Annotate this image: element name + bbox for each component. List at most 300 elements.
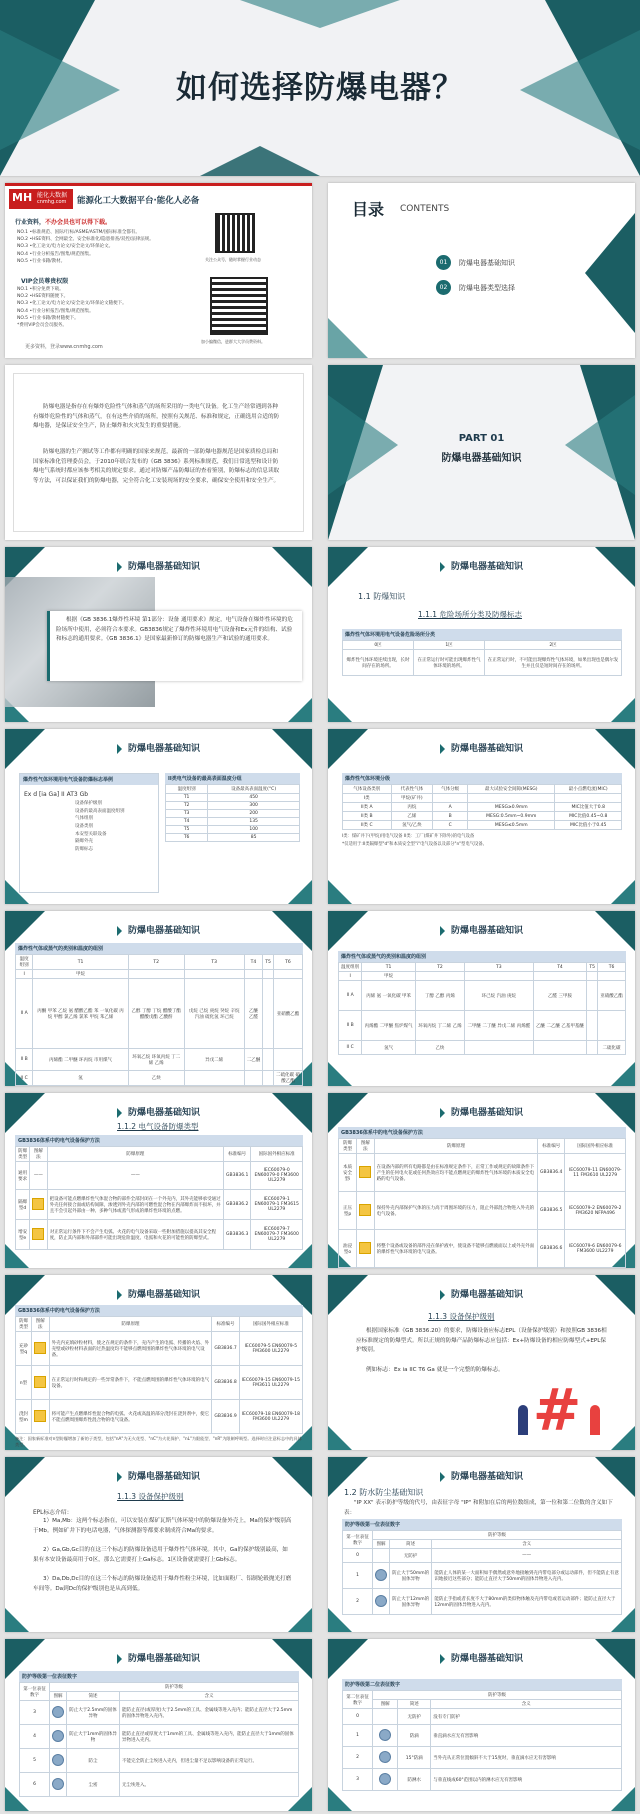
section-title: 1.1 防爆知识 (358, 592, 406, 601)
epl-detail: 3）Da,Db,Dc目的在这三个标志的防爆设备适用于爆炸性粉尘环境，比如面粉厂、铝制轮毂抛光打磨车间等。Da到Dc的保护级别也是从高到低。 (33, 1576, 292, 1592)
text (263, 1071, 274, 1086)
text: T3 (464, 963, 533, 972)
text: 气体设备类别 (343, 785, 392, 794)
ad-footer: 更多资料，登录www.cnmhg.com (25, 344, 103, 350)
text: 第二位表征数字 (343, 1691, 373, 1709)
text: 防爆类型 (16, 1317, 32, 1332)
qr2-caption: 加小编微信，进群大大学员费资料。 (201, 339, 265, 344)
vip-item: NO.2 •HSE资料随便下。 (17, 294, 69, 300)
text: T5 (263, 955, 274, 970)
text: 2 (343, 1747, 373, 1769)
text: 图解 (50, 1692, 67, 1701)
text: 正压型p (339, 1192, 357, 1230)
marking-label: 设备类别 (75, 823, 93, 829)
text: 国际国外相应标准 (565, 1139, 626, 1154)
contents-title: 目录 (352, 200, 385, 219)
text: 1 (343, 1725, 373, 1747)
type-n-icon (34, 1376, 46, 1388)
text: GB3836.4 (538, 1154, 565, 1192)
contents-num: 02 (436, 280, 451, 295)
text: 图解法 (31, 1317, 49, 1332)
text: T3 (166, 810, 208, 818)
text: —— (432, 1549, 622, 1563)
text: GB3836.6 (538, 1230, 565, 1268)
subsection-title: 1.1.2 电气设备防爆类型 (117, 1122, 199, 1131)
text: —— (30, 1162, 48, 1190)
subsection-title: 1.1.1 危险场所分类及防爆标志 (418, 610, 522, 619)
part-label: PART 01 (458, 433, 505, 444)
table-cell: 爆炸性气体环境连续出现，长时间存在的场所。 (343, 650, 414, 676)
text: 亚硝酸乙酯 (598, 981, 626, 1011)
text: 简述 (398, 1700, 431, 1709)
vip-item: NO.1 •积分免费下载。 (17, 287, 64, 292)
text: II类 A (343, 803, 392, 812)
contents-label: 防爆电器类型选择 (459, 283, 515, 292)
epl-p1: 根据国家标准《GB 3836.20》的要求，防爆设备应标志EPL（设备保护级别）和按照GB 3836相应标准规定的防爆型式。所以正规的防爆产品防爆标志应包括：Ex+防爆设备的相应防爆型式+EPL保护级别。 (356, 1328, 607, 1353)
flameproof-icon (32, 1198, 44, 1210)
vip-title: VIP会员尊贵权限 (21, 278, 69, 285)
text: 防护等级 (50, 1683, 299, 1692)
text: 防止大于1mm的固体异物 (67, 1725, 120, 1749)
protection-table (15, 1316, 303, 1434)
ex-marking: Ex d [ia Ga] II AT3 Gb (24, 791, 89, 798)
text: I (339, 972, 362, 981)
zone-table (342, 640, 622, 676)
text: 防尘 (67, 1749, 120, 1773)
text: 图解 (373, 1540, 390, 1549)
slide-header: 防爆电器基础知识 (328, 1651, 635, 1664)
text: 图解 (373, 1700, 398, 1709)
text: 增安型e (16, 1220, 30, 1250)
contents-subtitle: CONTENTS (400, 204, 450, 214)
text: 最小点燃电流(MIC) (555, 785, 622, 794)
text: 甲烷 (33, 970, 128, 979)
ip-table (19, 1682, 299, 1797)
slide-gas-temp-1 (5, 911, 312, 1086)
text: MESG:0.5mm~0.9mm (468, 812, 555, 821)
text: 15°防滴 (398, 1747, 431, 1769)
slide-header: 防爆电器基础知识 (5, 923, 312, 936)
text: 环氧乙烷 环氧丙烷 丁二烯 乙烯 (128, 1049, 184, 1071)
text (468, 794, 555, 803)
slide-header: 防爆电器基础知识 (328, 1105, 635, 1118)
text: n型 (16, 1366, 32, 1400)
intro-p2: 防爆电器的生产测试等工作都有明确的国家来规范，最新的一部防爆电器规范是国家质检总局和国家标准化管理委员会，于2010年联合发布的《GB 3836》系列标准规范，我们日常选型和设计防爆电气系统时都应该参考相关的规定要求。通过对防爆产品防爆证的查看鉴别，防爆标志的信息读取等方法，可以保证我们的防爆电器，完全符合化工安装现场的安全要求，确保安全使用和安全生产。 (33, 449, 280, 484)
text: 丙烯酯 二甲醚 环丙烷 市用煤气 (33, 1049, 128, 1071)
ip-icon (52, 1778, 64, 1790)
slide-header: 防爆电器基础知识 (5, 559, 312, 572)
text: 含义 (432, 1540, 622, 1549)
text: 国际国外相应标准 (251, 1147, 303, 1162)
table-header: 0区 (343, 641, 414, 650)
text: 1 (343, 1563, 373, 1589)
text: T3 (184, 955, 244, 970)
text: 4 (20, 1725, 50, 1749)
text: 含义 (120, 1692, 299, 1701)
text: 将可能产生点燃爆炸性混合物的电弧、火花或高温的部分浇封在浇封剂中，使它不能点燃周围爆炸性混合物的电气设备。 (49, 1400, 212, 1434)
vip-note: *费用VIP会员会员服务。 (17, 322, 67, 328)
ip-icon (375, 1569, 387, 1581)
text: GB3836.2 (224, 1190, 251, 1220)
slide-header: 防爆电器基础知识 (328, 923, 635, 936)
table-title: 防护等级第一位表征数字 (19, 1671, 299, 1682)
text: T1 (33, 955, 128, 970)
title-slide (0, 0, 640, 176)
contents-label: 防爆电器基础知识 (459, 258, 515, 267)
text: 环己烷 汽油 庚烷 (464, 981, 533, 1011)
text: IEC60079-5 EN60079-5 FM3600 UL2279 (239, 1332, 302, 1366)
text: I (16, 970, 33, 979)
table-note: I类：煤矿井下(甲烷)用电气设备 II类：工厂(煤矿井下除外)的电气设备 (342, 834, 475, 839)
person-illustration (518, 1405, 528, 1435)
text: 防止大于2.5mm的固体异物 (67, 1701, 120, 1725)
text: 设备最高表面温度(°C) (208, 785, 300, 794)
text: 标准编号 (538, 1139, 565, 1154)
text: T4 (244, 955, 263, 970)
ip-icon (379, 1773, 391, 1785)
gb-text: 根据《GB 3836.1爆炸性环境 第1部分：设备 通用要求》规定，电气设备在爆炸性环境的危险场所中使用，必须符合本要求。GB3836规定了爆炸性环境用电气设备和Ex元件的结构、试验和标志的通用要求。《GB 3836.1》是国家最新修订的防爆电器生产和试验的通用要求。 (56, 617, 293, 642)
industry-item: NO.2 •HSE资料、全网最全、安全标准化/隐患排查/双控/法律法规。 (17, 237, 154, 243)
text: 能防止直径(或厚度)大于2.5mm的工具、金属线等进入壳内；能防止直径大于2.5mm的固体异物进入壳内。 (120, 1701, 299, 1725)
text: 防爆原理 (374, 1139, 537, 1154)
text: T2 (415, 963, 464, 972)
text: 无防护 (398, 1709, 431, 1725)
text: B (433, 812, 468, 821)
text: 垂直滴水应无有害影响 (431, 1725, 622, 1747)
table-note: 备注：国家新标准对n型防爆增加了新的子类型，包括"nA"为无火花型、"nC"为火花保护、"nL"为限能型、"nR"为限制呼吸型。选择时应注意标志中的具体类型。 (15, 1436, 302, 1447)
text: 乙醚 乙醛 (244, 979, 263, 1049)
vip-item: NO.5 •行业书籍/教材随便下。 (17, 315, 79, 321)
contents-item[interactable] (436, 255, 515, 270)
text: T6 (273, 955, 302, 970)
industry-title-red: 不办会员也可以得下载。 (45, 219, 112, 226)
qr-code-2 (210, 277, 268, 335)
hashtag-illustration: # (532, 1376, 582, 1444)
intro-slide (5, 365, 312, 540)
contents-num: 01 (436, 255, 451, 270)
marking-label: 隔爆外壳 (75, 839, 93, 845)
marking-label: 气体组别 (75, 816, 93, 822)
subsection-title: 1.1.3 设备保护级别 (428, 1312, 495, 1321)
contents-slide (328, 183, 635, 358)
text (263, 1049, 274, 1071)
protection-table (15, 1146, 303, 1250)
ip-icon (52, 1754, 64, 1766)
text: MIC比值0.45~0.8 (555, 812, 622, 821)
text: II B (16, 1049, 33, 1071)
table-title: 防护等级第一位表征数字 (342, 1519, 622, 1530)
table-title: 爆炸性气体环境用电气设备危险场所分类 (342, 629, 622, 640)
text: MESG≤0.5mm (468, 821, 555, 830)
text: 5 (20, 1749, 50, 1773)
text: 在设备内部的所有电路都是由在标准规定条件下，正常工作或规定的故障条件下产生的任何电火花或任何热效应均不能点燃规定的爆炸性气体环境的本质安全电路的电气设备。 (374, 1154, 537, 1192)
slide-header: 防爆电器基础知识 (5, 741, 312, 754)
table-title: 防护等级第二位表征数字 (342, 1679, 622, 1690)
text: C (433, 821, 468, 830)
ip-icon (379, 1751, 391, 1763)
text (464, 1041, 533, 1055)
text: GB3836.8 (212, 1366, 239, 1400)
marking-label: 设备的最高表面温度组别 (75, 808, 125, 814)
table-cell: 在正常运行时可能出现爆炸性气体环境的场所。 (414, 650, 485, 676)
text: 丁醇 乙醇 丙烯 (415, 981, 464, 1011)
table-title: 爆炸性气体或蒸气的类别和温度的组别 (15, 943, 303, 954)
table-header: 1区 (414, 641, 485, 650)
text: 200 (208, 810, 300, 818)
ip-intro: "IP XX" 表示防护等级的代号，由表征字母 "IP" 和附加在后的两位数组成，第一位和第二位数的含义如下表： (344, 1500, 613, 1516)
text: 丙烯酯 二甲醚 焦炉煤气 (362, 1011, 416, 1041)
epl-p2: 例如标志：Ex ia IIC T6 Ga 就是一个完整的防爆标志。 (366, 1367, 504, 1373)
text: 氢气 (362, 1041, 416, 1055)
encapsulation-icon (34, 1410, 46, 1422)
text: 气体分级 (433, 785, 468, 794)
text: 第一位表征数字 (343, 1531, 373, 1549)
slide-header: 防爆电器基础知识 (5, 1469, 312, 1482)
text: II类 C (343, 821, 392, 830)
text (587, 1041, 598, 1055)
text: T5 (166, 826, 208, 834)
text: 135 (208, 818, 300, 826)
text: 二甲醚 二丁醚 异戊二烯 丙烯醛 (464, 1011, 533, 1041)
text: IEC60079-7 EN60079-7 FM3600 UL2279 (251, 1220, 303, 1250)
text: II C (16, 1071, 33, 1086)
slide-epl-details (5, 1457, 312, 1632)
text: GB3836.5 (538, 1192, 565, 1230)
slide-marking (5, 729, 312, 904)
slide-epl (328, 1275, 635, 1450)
section-title: 1.2 防水防尘基础知识 (344, 1488, 424, 1497)
table-title: GB3836体系中的电气设备保护方法 (15, 1305, 303, 1316)
text: IEC60079-6 EN60079-6 FM3600 UL2279 (565, 1230, 626, 1268)
pressurized-icon (359, 1204, 371, 1216)
text (587, 981, 598, 1011)
text: 图解法 (30, 1147, 48, 1162)
industry-item: NO.3 •化工论文/电力论文/安全论文/环保论文。 (17, 244, 114, 250)
table-title: 爆炸性气体环境用电气设备防爆标志举例 (20, 774, 158, 785)
text: 简述 (390, 1540, 432, 1549)
text: 本质安全型i (339, 1154, 357, 1192)
text: 2 (343, 1589, 373, 1615)
text (533, 1041, 587, 1055)
slide-zones (328, 547, 635, 722)
text: T4 (533, 963, 587, 972)
text: T1 (166, 794, 208, 802)
text: MIC比值小于0.45 (555, 821, 622, 830)
industry-item: NO.4 •行业分析报告/图集/规范图集。 (17, 251, 94, 257)
text: 丙烯 氨 一氧化碳 甲苯 (362, 981, 416, 1011)
text: 防止大于12mm的固体异物 (390, 1589, 432, 1615)
text: 第一位表征数字 (20, 1683, 50, 1701)
industry-item: NO.1 •标准规范、国际/行标/ASME/ASTM/国际标准全都有。 (17, 230, 140, 235)
text: 尘密 (67, 1773, 120, 1797)
ip-icon (379, 1729, 391, 1741)
marking-label: 防爆标志 (75, 846, 93, 852)
text: 标准编号 (212, 1317, 239, 1332)
text: GB3836.3 (224, 1220, 251, 1250)
text: 300 (208, 802, 300, 810)
text (273, 1049, 302, 1071)
text (587, 1011, 598, 1041)
text: IEC60079-0 EN60079-0 FM3600 UL2279 (251, 1162, 303, 1190)
text: 氢气/乙炔 (391, 821, 433, 830)
text (433, 794, 468, 803)
text: 乙炔 (415, 1041, 464, 1055)
text: 甲烷(矿井) (391, 794, 433, 803)
temp-table (165, 784, 300, 842)
text: 防爆原理 (49, 1317, 212, 1332)
vip-item: NO.3 •化工论文/电力论文/安全论文/环保论文随便下。 (17, 301, 127, 307)
text: 能防止手指或者长度不大于80mm的类似物体触及壳内带电或者运动部件；能防止直径大于12mm的固体异物进入壳内。 (432, 1589, 622, 1615)
page-title: 如何选择防爆电器？ (176, 70, 464, 106)
text: 温度组别 (339, 963, 362, 972)
text (598, 1011, 626, 1041)
slide-ip-1 (328, 1457, 635, 1632)
text: II A (16, 979, 33, 1049)
ad-slide (5, 183, 312, 358)
slide-header: 防爆电器基础知识 (5, 1651, 312, 1664)
slide-gas-class (328, 729, 635, 904)
protection-table (338, 1138, 626, 1268)
slide-gas-temp-2 (328, 911, 635, 1086)
table-cell: 在正常运行时，不可能出现爆炸性气体环境，如果出现也是偶尔发生并且仅是短时间存在的场所。 (485, 650, 622, 676)
text: II C (339, 1041, 362, 1055)
text: 0 (343, 1709, 373, 1725)
epl-detail: 2）Ga,Gb,Gc目的在这三个标志的防爆设备适用于爆炸性气体环境。其中，Ga的保护级别最高，如果有本安设备最高用于0区，那么它需要打上Ga标志。1区设备就需要打上Gb标志。 (33, 1547, 288, 1563)
slide-ip-2 (5, 1639, 312, 1811)
text: IEC60079-2 EN60079-2 FM3620 NFPA496 (565, 1192, 626, 1230)
text: T6 (598, 963, 626, 972)
intrinsic-safety-icon (359, 1166, 371, 1178)
text: 充砂型q (16, 1332, 32, 1366)
text: 0 (343, 1549, 373, 1563)
text: GB3836.1 (224, 1162, 251, 1190)
text: 在正常运行时和规定的一些异常条件下，不能点燃周围的爆炸性气体环境的电气设备。 (49, 1366, 212, 1400)
slide-header: 防爆电器基础知识 (5, 1287, 312, 1300)
text: 乙醛 三甲胺 (533, 981, 587, 1011)
text: 图解法 (357, 1139, 375, 1154)
text (263, 979, 274, 1049)
text: 浇封型m (16, 1400, 32, 1434)
text: 把设备可能点燃爆炸性气体混合物的部件全部封闭在一个外壳内，其外壳能够承受通过外壳任何接合面或结构间隙，渗透到外壳内部的可燃性混合物在内部爆炸而不损坏，并且不会引起外部由一种、多种气体或蒸气形成的爆炸性环境的点燃。 (47, 1190, 223, 1220)
text: 乙醚 二乙醚 乙基甲基醚 (533, 1011, 587, 1041)
text: IEC60079-15 EN60079-15 FM3611 UL2279 (239, 1366, 302, 1400)
contents-item[interactable] (436, 280, 515, 295)
text: 丙酮 甲苯 乙烷 氨 醋酸乙酯 苯 一氧化碳 丙烷 甲醇 氯乙烯 氯苯 甲烷 苯乙烯 (33, 979, 128, 1049)
gas-temp-table (338, 962, 626, 1055)
text: 3 (343, 1769, 373, 1791)
marking-label: 设备保护级别 (75, 801, 102, 806)
slide-header: 防爆电器基础知识 (328, 559, 635, 572)
text: 异戊二烯 (184, 1049, 244, 1071)
powder-filling-icon (34, 1342, 46, 1354)
text: 戊烷 己烷 庚烷 癸烷 辛烷 汽油 硫化氢 环己烷 (184, 979, 244, 1049)
person-illustration (590, 1405, 600, 1435)
subsection-title: 1.1.3 设备保护级别 (117, 1492, 184, 1501)
text: GB3836.7 (212, 1332, 239, 1366)
slide-protection-3 (5, 1275, 312, 1450)
text (555, 794, 622, 803)
ip-table (342, 1690, 622, 1791)
intro-p1: 防爆电器是指存在有爆炸危险性气体和蒸气的场所采用的一类电气设备。化工生产经常遇到各种有爆炸危险性的气体和蒸气，在有这些介质的场所，按照有关规范、标准和规定，正确选用合适的防爆电器，是保证安全生产，防止爆炸和火灾发生的重要措施。 (33, 404, 280, 429)
text: 与垂直线成60°范围以内的淋水应无有害影响 (431, 1769, 622, 1791)
industry-title: 行业资料， (15, 219, 46, 226)
text: 不能完全防止尘埃进入壳内，但进尘量不足以影响设备的正常运行。 (120, 1749, 299, 1773)
table-header: 2区 (485, 641, 622, 650)
slide-header: 防爆电器基础知识 (328, 1287, 635, 1300)
ip-icon (52, 1730, 64, 1742)
text: 乙炔 (128, 1071, 184, 1086)
text: 100 (208, 826, 300, 834)
marking-label: 本安型关联设备 (75, 831, 107, 837)
epl-detail: 1）Ma,Mb：这两个标志指在，可以安装在煤矿瓦斯气体环境中的防爆设备外壳上，Ma的保护级别高于Mb。例如矿井下的电话电器，气体探测器等都要求制成符合Ma的要求。 (33, 1518, 292, 1534)
text: 二乙醚 (244, 1049, 263, 1071)
text: T6 (166, 834, 208, 842)
text: 85 (208, 834, 300, 842)
text: 二硫化碳 硝酸乙酯 (273, 1071, 302, 1086)
text: 乙烯 (391, 812, 433, 821)
text: 防护等级 (373, 1691, 622, 1700)
slide-ip-3 (328, 1639, 635, 1811)
text: II A (339, 981, 362, 1011)
logo-text: 能化大数据 (37, 192, 68, 199)
text: 能防止直径或厚度大于1mm的工具、金属线等进入壳内，能防止直径大于1mm的固体异物进入壳内。 (120, 1725, 299, 1749)
text: 防护等级 (373, 1531, 622, 1540)
slide-header: 防爆电器基础知识 (328, 1469, 635, 1482)
text: IEC60079-1 EN60079-1 FM3615 UL2279 (251, 1190, 303, 1220)
text: 温度组别 (166, 785, 208, 794)
table-title: II类电气设备的最高表面温度分组 (165, 773, 300, 784)
text: T1 (362, 963, 416, 972)
text: 最大试验安全间隙(MESG) (468, 785, 555, 794)
text: T2 (166, 802, 208, 810)
text: 代表性气体 (391, 785, 433, 794)
slide-gb3836 (5, 547, 312, 722)
text: 乙醇 丁醇 丁烷 醋酸丁酯 醋酸戊酯 乙酸酐 (128, 979, 184, 1049)
text: 甲烷 (362, 972, 416, 981)
industry-item: NO.5 •行业书籍/教材。 (17, 258, 66, 264)
text: 二硫化碳 (598, 1041, 626, 1055)
gas-temp-table (15, 954, 303, 1086)
slide-header: 防爆电器基础知识 (328, 741, 635, 754)
text: 氢 (33, 1071, 128, 1086)
text: 保持外壳内部保护气体的压力高于周围环境的压力，阻止外部混合物进入外壳的电气设备。 (374, 1192, 537, 1230)
oil-immersion-icon (359, 1242, 371, 1254)
ip-table (342, 1530, 622, 1615)
slide-header: 防爆电器基础知识 (5, 1105, 312, 1118)
logo: MH (9, 189, 73, 209)
text: 防爆原理 (47, 1147, 223, 1162)
slide-protection-2 (328, 1093, 635, 1268)
text: 温度组别 (16, 955, 33, 970)
text: I类 (343, 794, 392, 803)
ip-icon (375, 1595, 387, 1607)
text: 国际国外相应标准 (239, 1317, 302, 1332)
text: 将整个设备或设备的部件浸在保护液中，使设备不能够点燃液面以上或外壳外面的爆炸性气体环境的电气设备。 (374, 1230, 537, 1268)
vip-item: NO.4 •行业分析报告/图集/规范图集。 (17, 308, 94, 314)
text: 当外壳从正常位置倾斜不大于15度时，垂直滴水应无有害影响 (431, 1747, 622, 1769)
text: 防止大于50mm的固体异物 (390, 1563, 432, 1589)
text: IEC60079-18 EN60079-18 FM3600 UL2279 (239, 1400, 302, 1434)
text: II B (339, 1011, 362, 1041)
gb-text-box (47, 611, 302, 681)
text: 丙烷 (391, 803, 433, 812)
table-title: GB3836体系中的电气设备保护方法 (15, 1135, 303, 1146)
text: T4 (166, 818, 208, 826)
ip-icon (52, 1706, 64, 1718)
ad-headline: 能源化工大数据平台·能化人必备 (77, 196, 200, 206)
text: II类 B (343, 812, 392, 821)
text: 防爆类型 (16, 1147, 30, 1162)
